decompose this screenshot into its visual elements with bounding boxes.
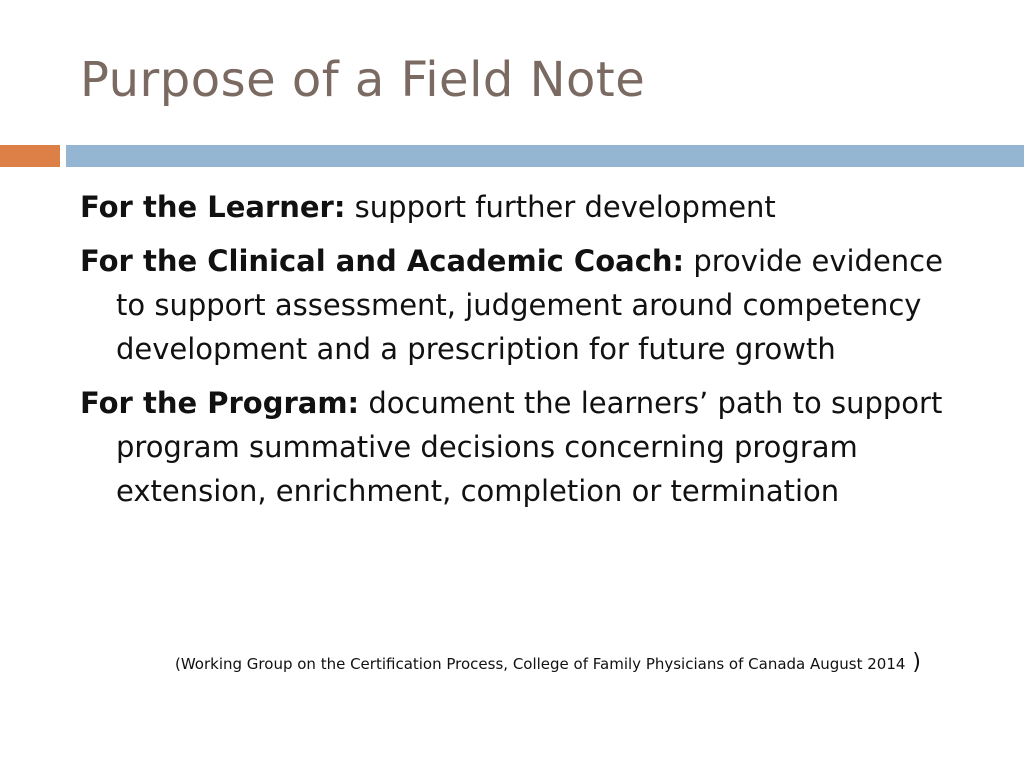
list-item	[80, 381, 980, 513]
item-label: For the Learner:	[80, 190, 346, 224]
citation-open-paren: (	[175, 655, 181, 673]
accent-bar-orange	[0, 145, 60, 167]
list-item	[80, 185, 980, 229]
item-text: provide evidence to support assessment, judgement around competency development and a prescription for future growth	[116, 244, 943, 366]
slide-title: Purpose of a Field Note	[80, 52, 646, 108]
citation-close-paren: )	[905, 650, 922, 675]
citation-text: Working Group on the Certification Process, College of Family Physicians of Canada August 2014	[180, 655, 906, 673]
item-text: support further development	[345, 190, 776, 224]
item-label: For the Clinical and Academic Coach:	[80, 244, 685, 278]
list-item	[80, 239, 980, 371]
item-text: document the learners’ path to support program summative decisions concerning program extension, enrichment, completion or termination	[116, 386, 943, 508]
citation	[175, 650, 975, 675]
accent-bar-blue	[66, 145, 1024, 167]
bullet-list	[80, 185, 980, 523]
item-label: For the Program:	[80, 386, 360, 420]
